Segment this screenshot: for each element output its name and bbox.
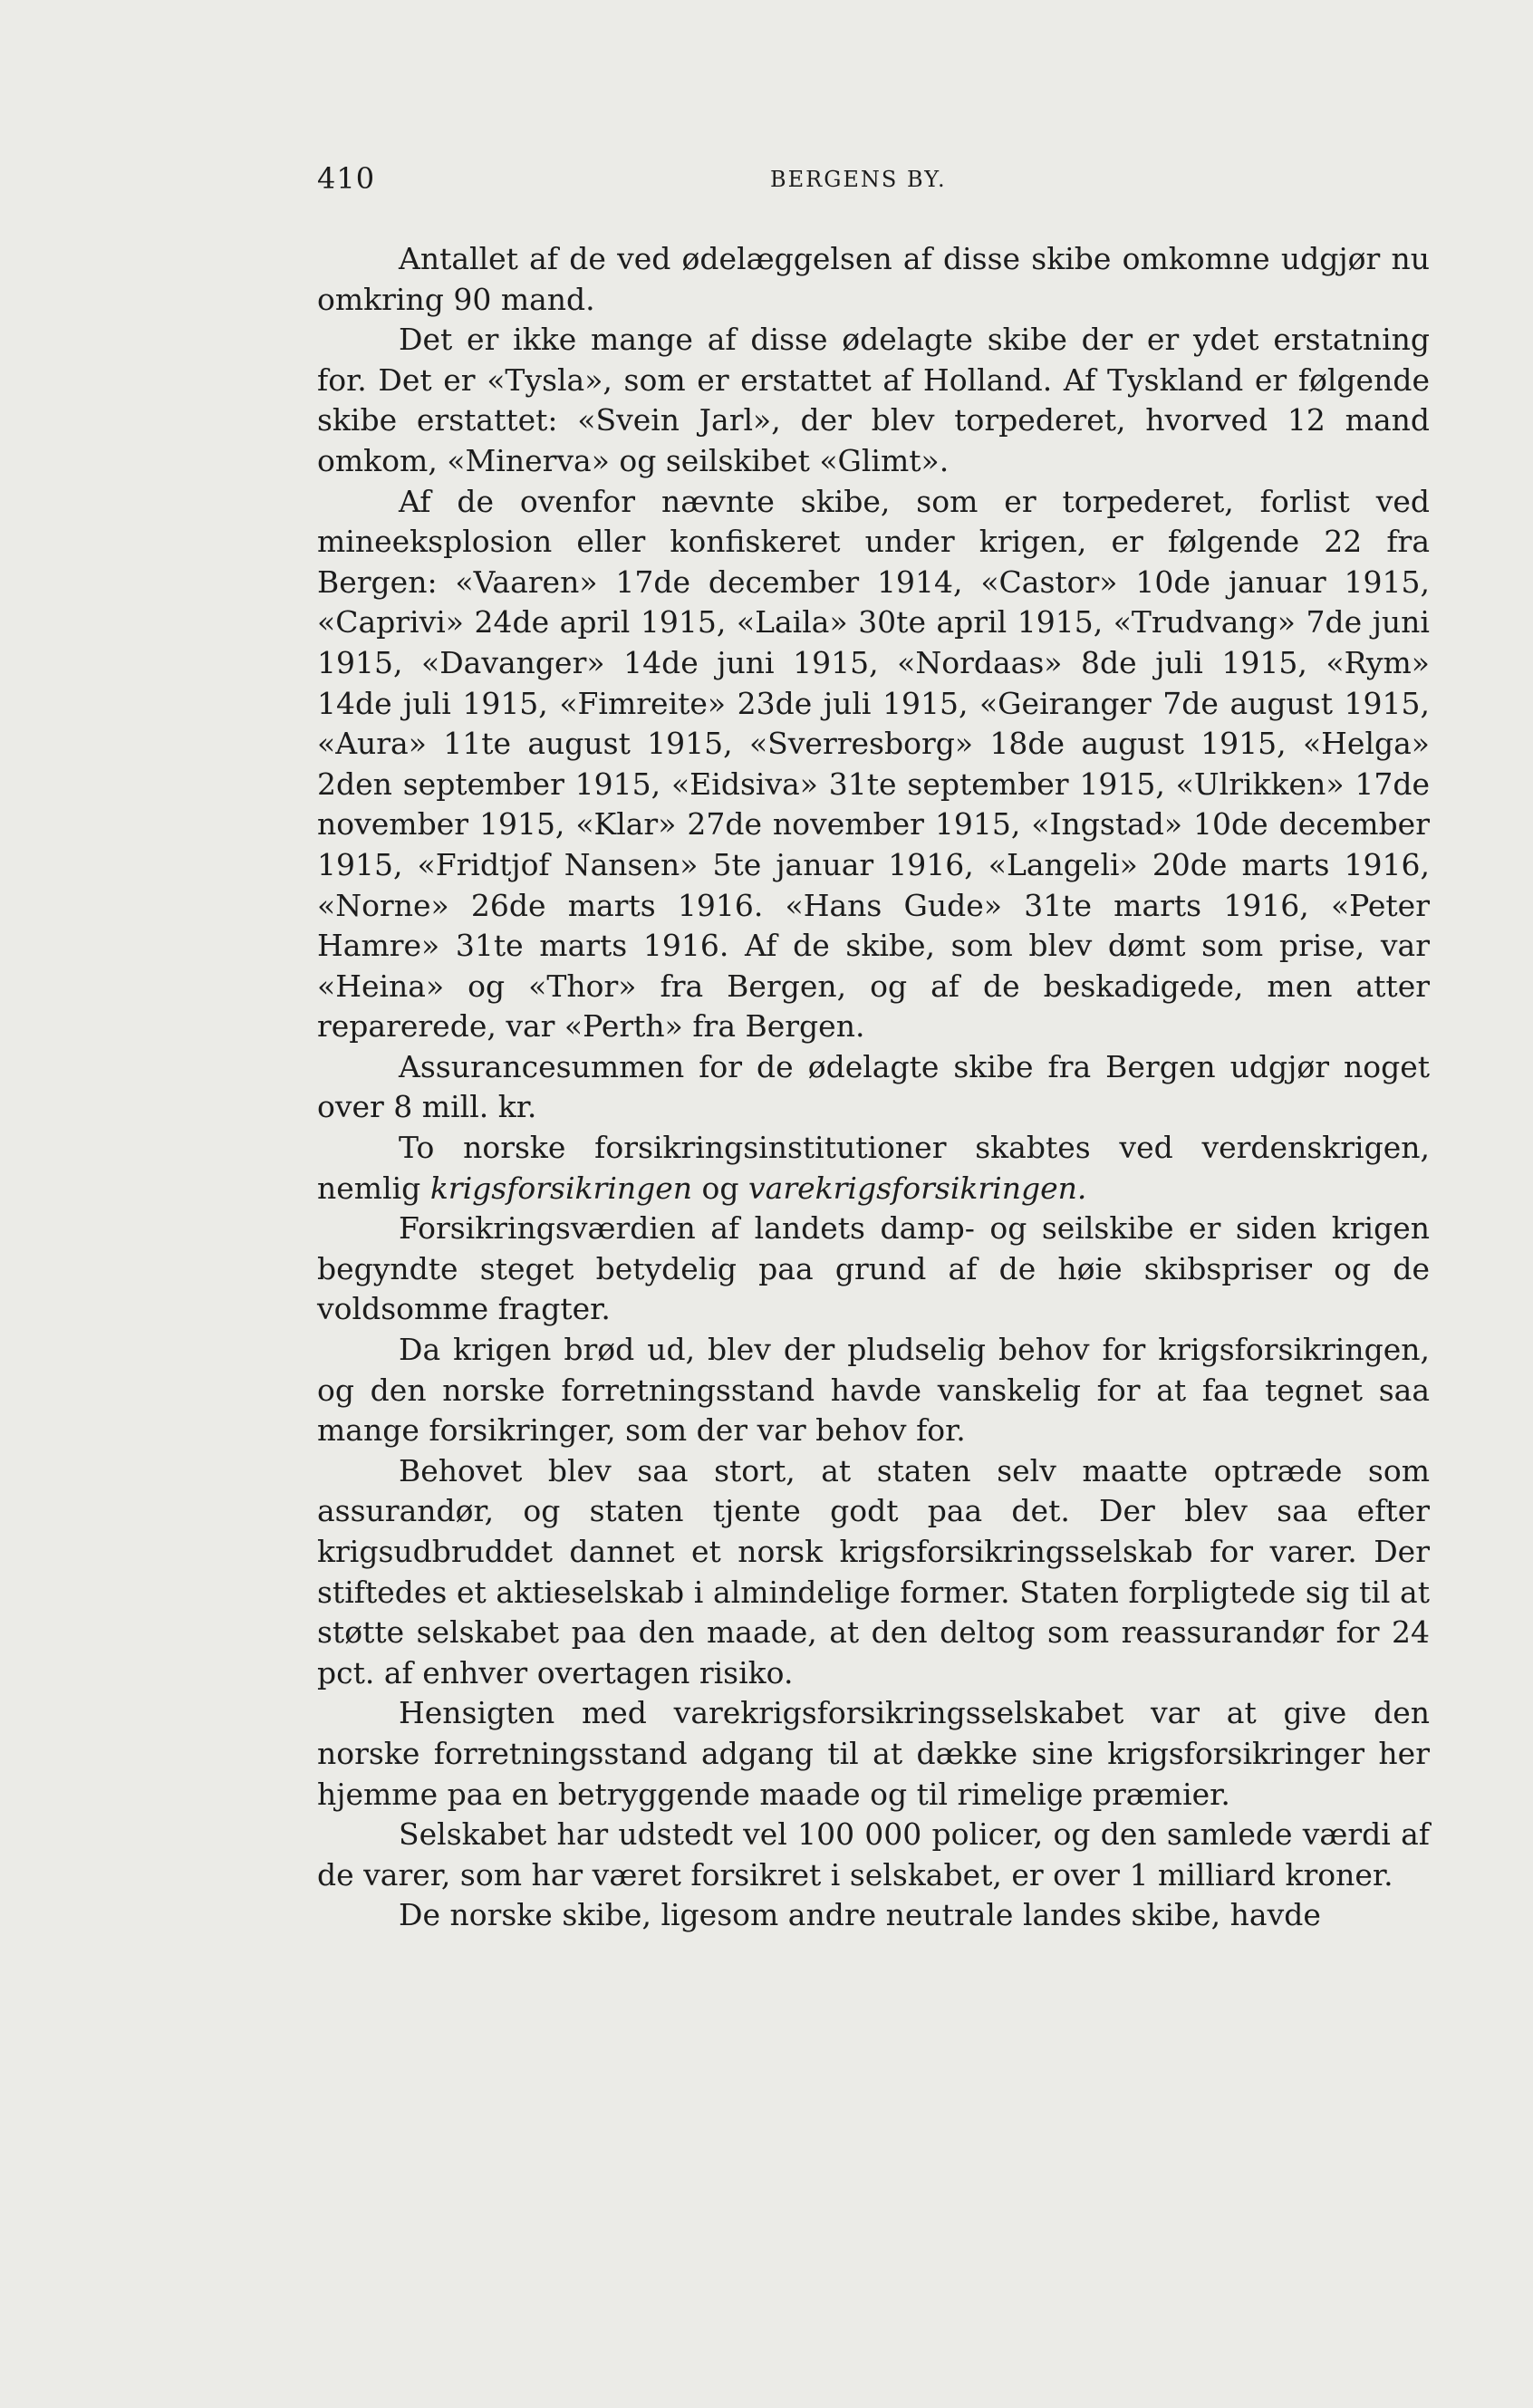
running-head: BERGENS BY. <box>770 167 947 192</box>
paragraph: Assurancesummen for de ødelagte skibe fra Bergen udgjør noget over 8 mill. kr. <box>317 1048 1430 1125</box>
paragraph: Af de ovenfor nævnte skibe, som er torpederet, forlist ved mineeksplosion eller konfiskeret under krigen, er følgende 22 fra Bergen: «Vaaren» 17de december 1914, «Castor» 10de januar 1915, «Caprivi» 24de april 1915, «Laila» 30te april 1915, «Trudvang» 7de juni 1915, «Davanger» 14de juni 1915, «Nordaas» 8de juli 1915, «Rym» 14de juli 1915, «Fimreite» 23de juli 1915, «Geiranger 7de august 1915, «Aura» 11te august 1915, «Sverresborg» 18de august 1915, «Helga» 2den september 1915, «Eidsiva» 31te september 1915, «Ulrikken» 17de november 1915, «Klar» 27de november 1915, «Ingstad» 10de december 1915, «Fridtjof Nansen» 5te januar 1916, «Langeli» 20de marts 1916, «Norne» 26de marts 1916. «Hans Gude» 31te marts 1916, «Peter Hamre» 31te marts 1916. Af de skibe, som blev dømt som prise, var «Heina» og «Thor» fra Bergen, og af de beskadigede, men atter reparerede, var «Perth» fra Bergen. <box>317 483 1430 1045</box>
paragraph: Behovet blev saa stort, at staten selv maatte optræde som assurandør, og staten tjente godt paa det. Der blev saa efter krigsudbruddet dannet et norsk krigsforsikringsselskab for varer. Der stiftedes et aktieselskab i almindelige former. Staten forpligtede sig til at støtte selskabet paa den maade, at den deltog som reassurandør for 24 pct. af enhver overtagen risiko. <box>317 1452 1430 1690</box>
page-header <box>317 161 1430 197</box>
italic-term: krigsforsikringen <box>429 1170 693 1206</box>
paragraph: Forsikringsværdien af landets damp- og seilskibe er siden krigen begyndte steget betydelig paa grund af de høie skibspriser og de voldsomme fragter. <box>317 1210 1430 1327</box>
paragraph: De norske skibe, ligesom andre neutrale landes skibe, havde <box>399 1897 1321 1933</box>
paragraph: Antallet af de ved ødelæggelsen af disse skibe omkomne udgjør nu omkring 90 mand. <box>317 241 1430 317</box>
paragraph-text: og <box>692 1170 749 1206</box>
paragraph: Det er ikke mange af disse ødelagte skibe der er ydet erstatning for. Det er «Tysla», som er erstattet af Holland. Af Tyskland er følgende skibe erstattet: «Svein Jarl», der blev torpederet, hvorved 12 mand omkom, «Minerva» og seilskibet «Glimt». <box>317 322 1430 478</box>
page-number: 410 <box>317 161 376 196</box>
italic-term: varekrigsforsikringen. <box>748 1170 1087 1206</box>
paragraph-text: To norske forsikringsinstitutioner skabtes ved verdenskrigen, nemlig <box>317 1130 1430 1206</box>
paragraph: Hensigten med varekrigsforsikringsselskabet var at give den norske forretningsstand adgang til at dække sine krigsforsikringer her hjemme paa en betryggende maade og til rimelige præmier. <box>317 1695 1430 1812</box>
paragraph: Da krigen brød ud, blev der pludselig behov for krigsforsikringen, og den norske forretningsstand havde vanskelig for at faa tegnet saa mange forsikringer, som der var behov for. <box>317 1332 1430 1449</box>
paragraph: Selskabet har udstedt vel 100 000 policer, og den samlede værdi af de varer, som har været forsikret i selskabet, er over 1 milliard kroner. <box>317 1816 1430 1893</box>
paragraph-insurance <box>317 1128 1430 1209</box>
body-text <box>317 239 1430 1936</box>
